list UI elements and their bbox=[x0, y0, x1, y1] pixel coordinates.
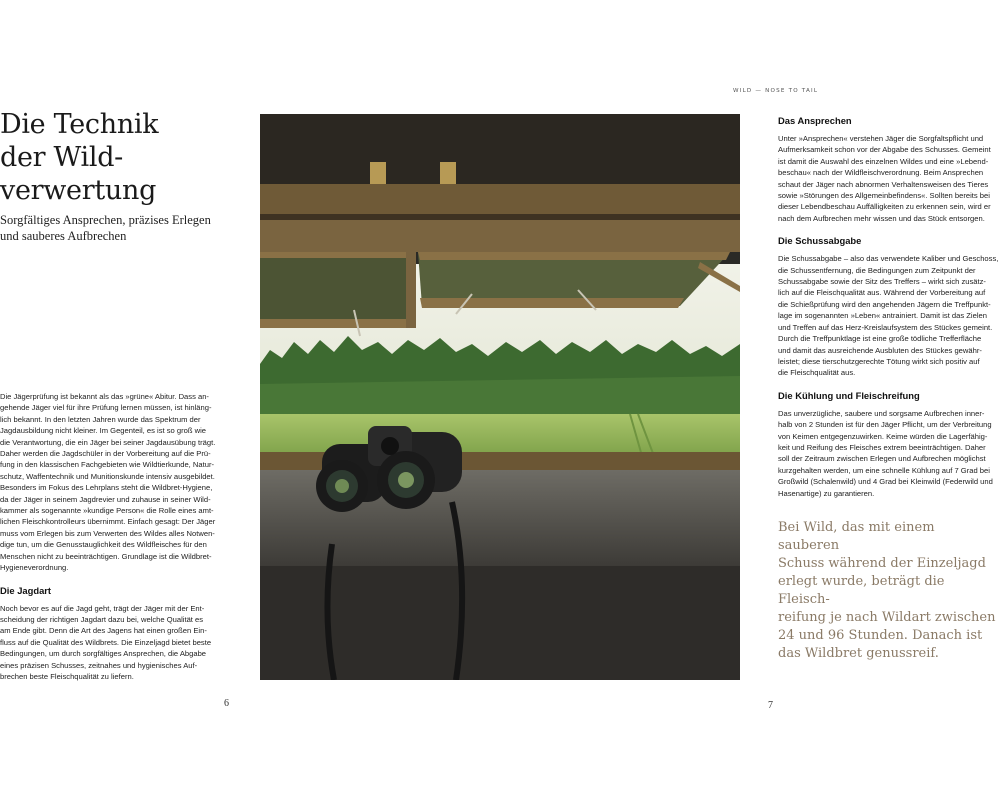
title-line: verwertung bbox=[0, 175, 157, 206]
text-line: fluss auf die Qualität des Wildbrets. Die Einzeljagd bietet beste bbox=[0, 637, 212, 647]
text-line: Hygieneverordnung. bbox=[0, 563, 69, 573]
text-line: kurzgehalten werden, um eine schnelle Kühlung auf 7 Grad bei bbox=[778, 465, 990, 475]
text-line: die Fleischqualität aus. bbox=[778, 368, 856, 378]
text-line: nach dem Aufbrechen mehr wissen und das Stück entsorgen. bbox=[778, 213, 985, 223]
section-paragraph-schussabgabe bbox=[778, 253, 1000, 378]
subtitle-line: Sorgfältiges Ansprechen, präzises Erlegen bbox=[0, 213, 211, 227]
quote-line: reifung je nach Wildart zwischen bbox=[778, 610, 996, 625]
subtitle-line: und sauberes Aufbrechen bbox=[0, 229, 127, 243]
left-body-column bbox=[0, 391, 248, 682]
text-line: eines präzisen Schusses, zeitnahes und hygienisches Auf- bbox=[0, 660, 198, 670]
text-line: Großwild (Schalenwild) und 4 Grad bei Kleinwild (Federwild und bbox=[778, 477, 993, 487]
text-line: fung in den klassischen Fachgebieten wie Wildtierkunde, Natur- bbox=[0, 460, 215, 470]
text-line: lich auf die Fleischqualität aus. Während der Vorbereitung auf bbox=[778, 288, 986, 298]
text-line: soll der Zeitraum zwischen Erlegen und Aufbrechen möglichst bbox=[778, 454, 986, 464]
text-line: Schussabgabe sowie der Sitz des Treffers – wirkt sich zusätz- bbox=[778, 277, 986, 287]
quote-line: 24 und 96 Stunden. Danach ist bbox=[778, 628, 983, 643]
text-line: am Ende gibt. Denn die Art des Jagens hat einen großen Ein- bbox=[0, 626, 207, 636]
section-heading-ansprechen: Das Ansprechen bbox=[778, 115, 852, 126]
pull-quote bbox=[778, 519, 996, 663]
text-line: Unter »Ansprechen« verstehen Jäger die Sorgfaltspflicht und bbox=[778, 134, 984, 143]
text-line: beschau« nach der Wildfleischverordnung. Beim Ansprechen bbox=[778, 168, 984, 178]
quote-line: Schuss während der Einzeljagd bbox=[778, 556, 986, 571]
text-line: Menschen nicht zu beeinträchtigen. Grundlage ist die Wildbret- bbox=[0, 551, 212, 561]
page-number-left: 6 bbox=[224, 698, 229, 709]
section-heading-kuehlung: Die Kühlung und Fleischreifung bbox=[778, 389, 920, 401]
title-line: Die Technik bbox=[0, 109, 159, 140]
section-heading-schussabgabe: Die Schussabgabe bbox=[778, 235, 862, 247]
running-head: WILD — NOSE TO TAIL bbox=[733, 88, 819, 94]
text-line: sowie »Störungen des Allgemeinbefindens«. Sollten bereits bei bbox=[778, 191, 990, 201]
page-number-right: 7 bbox=[768, 700, 773, 711]
text-line: Das unverzügliche, saubere und sorgsame Aufbrechen inner- bbox=[778, 408, 985, 418]
text-line: Bedingungen, um durch sorgfältiges Ansprechen, die Abgabe bbox=[0, 649, 207, 659]
text-line: Noch bevor es auf die Jagd geht, trägt der Jäger mit der Ent- bbox=[0, 603, 205, 613]
text-line: die Verantwortung, die ein Jäger bei seiner Jagdausübung trägt. bbox=[0, 437, 216, 447]
section-paragraph-jagdart bbox=[0, 603, 248, 683]
text-line: muss vom Erlegen bis zum Verwerten des Wildes alles Notwen- bbox=[0, 528, 215, 538]
text-line: schutz, Waffentechnik und Munitionskunde intensiv ausgebildet. bbox=[0, 471, 215, 481]
text-line: halb von 2 Stunden ist für den Jäger Pflicht, um der Verbreitung bbox=[778, 420, 992, 430]
page-title bbox=[0, 108, 250, 207]
binoculars-photo bbox=[260, 114, 740, 680]
text-line: Jagdausbildung nicht kleiner. Im Gegenteil, es ist so groß wie bbox=[0, 426, 206, 436]
text-line: leistet; diese tierschutzgerechte Tötung wirkt sich positiv auf bbox=[778, 356, 980, 366]
text-line: Durch die Treffpunktlage ist eine große tödliche Trefferfläche bbox=[778, 334, 982, 344]
text-line: von Keimen entgegenzuwirken. Keime würden die Lagerfähig- bbox=[778, 431, 988, 441]
text-line: Hasenartige) zu garantieren. bbox=[778, 488, 875, 498]
section-heading-jagdart: Die Jagdart bbox=[0, 584, 52, 596]
binoculars-icon bbox=[260, 114, 740, 680]
text-line: Besonders im Fokus des Lehrplans steht die Wildbret-Hygiene, bbox=[0, 483, 213, 493]
text-line: lichen Fleischkontrolleurs übernimmt. Einfach gesagt: Der Jäger bbox=[0, 517, 216, 527]
quote-line: Bei Wild, das mit einem sauberen bbox=[778, 520, 935, 553]
text-line: Aufmerksamkeit schon vor der Abgabe des Schusses. Gemeint bbox=[778, 145, 991, 155]
text-line: dieser Lebendbeschau Auffälligkeiten zu erkennen sein, wird er bbox=[778, 202, 991, 212]
text-line: da der Jäger in seinem Jagdrevier und zuhause in seiner Wild- bbox=[0, 494, 211, 504]
right-body-column bbox=[778, 115, 1000, 499]
text-line: Die Schussabgabe – also das verwendete Kaliber und Geschoss, bbox=[778, 254, 999, 264]
text-line: brechen beste Fleischqualität zu liefern. bbox=[0, 671, 134, 681]
text-line: und Treffen auf das Herz-Kreislaufsystem des Stückes gemeint. bbox=[778, 322, 993, 332]
quote-line: das Wildbret genussreif. bbox=[778, 646, 939, 661]
text-line: lage im sogenannten »Leben« antrainiert. Damit ist das Zielen bbox=[778, 311, 987, 321]
text-line: und damit das ausreichende Ausbluten des Stückes gewähr- bbox=[778, 345, 982, 355]
text-line: die Schießprüfung wird den angehenden Jägern die Treffpunkt- bbox=[778, 299, 991, 309]
text-line: lich bekannt. In den letzten Jahren wurde das Spektrum der bbox=[0, 414, 201, 424]
quote-line: erlegt wurde, beträgt die Fleisch- bbox=[778, 574, 945, 607]
text-line: dige tun, um die Genusstauglichkeit des Wildfleisches für den bbox=[0, 540, 207, 550]
text-line: Daher werden die Jagdschüler in der Vorbereitung auf die Prü- bbox=[0, 449, 211, 459]
text-line: scheidung der richtigen Jagdart dazu bei, welche Qualität es bbox=[0, 614, 204, 624]
text-line: keit und Reifung des Fleisches extrem beeinträchtigen. Daher bbox=[778, 442, 986, 452]
text-line: schaut der Jäger nach abnormen Verhaltensweisen des Tieres bbox=[778, 179, 989, 189]
text-line: ist damit die Auswahl des einzelnen Wildes und eine »Lebend- bbox=[778, 156, 989, 166]
subtitle bbox=[0, 212, 240, 244]
section-paragraph-kuehlung bbox=[778, 408, 1000, 499]
text-line: die Schussentfernung, die Bedingungen zum Zeitpunkt der bbox=[778, 265, 976, 275]
title-line: der Wild- bbox=[0, 142, 124, 173]
intro-paragraph bbox=[0, 391, 248, 574]
text-line: gehende Jäger viel für ihre Prüfung lernen müssen, ist hinläng- bbox=[0, 403, 212, 413]
text-line: kammer als sogenannte »kundige Person« die Rolle eines amt- bbox=[0, 506, 214, 516]
text-line: Die Jägerprüfung ist bekannt als das »grüne« Abitur. Dass an- bbox=[0, 392, 209, 401]
section-paragraph-ansprechen bbox=[778, 133, 1000, 224]
